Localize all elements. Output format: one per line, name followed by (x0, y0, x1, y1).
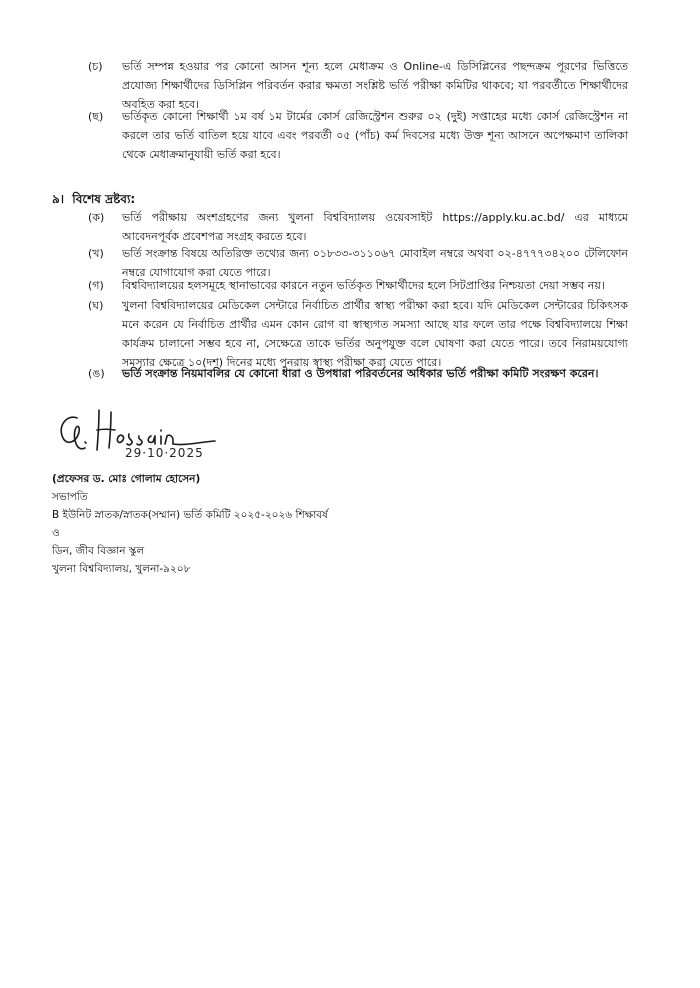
note-text: ভর্তি সংক্রান্ত নিয়মাবলির যে কোনো ধারা ও উপধারা পরিবর্তনের অধিকার ভর্তি পরীক্ষা কমিটি সংরক্ষণ করেন। (122, 367, 599, 380)
note-marker: (ক) (88, 211, 105, 224)
signatory-name: (প্রফেসর ড. মোঃ গোলাম হোসেন) (52, 473, 201, 485)
note-gha (88, 296, 628, 372)
signatory-dean: ডিন, জীব বিজ্ঞান স্কুল (52, 545, 145, 557)
clause-text: ভর্তিকৃত কোনো শিক্ষার্থী ১ম বর্ষ ১ম টার্মের কোর্স রেজিস্ট্রেশন শুরুর ০২ (দুই) সপ্তাহের মধ্যে কোর্স রেজিস্ট্রেশন না করলে তার ভর্তি বাতিল হয়ে যাবে এবং পরবর্তী ০৫ (পাঁচ) কর্ম দিবসের মধ্যে উক্ত শূন্য আসনে অপেক্ষমাণ তালিকা থেকে মেধাক্রমানুযায়ী ভর্তি করা হবে। (122, 110, 628, 161)
note-text: ভর্তি সংক্রান্ত বিষয়ে অতিরিক্ত তথ্যের জন্য ০১৮৩৩-৩১১০৬৭ মোবাইল নম্বরে অথবা ০২-৪৭৭৭৩৪২০০ টেলিফোন নম্বরে যোগাযোগ করা যেতে পারে। (122, 247, 628, 279)
section-number: ৯। (52, 192, 65, 206)
signatory-title: সভাপতি (52, 491, 88, 503)
note-marker: (গ) (88, 279, 104, 292)
section-heading (52, 190, 139, 209)
note-text: বিশ্ববিদ্যালয়ের হলসমূহে স্থানাভাবের কারনে নতুন ভর্তিকৃত শিক্ষার্থীদের হলে সিটপ্রাপ্তির নিশ্চয়তা দেয়া সম্ভব নয়। (122, 279, 605, 292)
note-marker: (খ) (88, 247, 104, 260)
note-marker: (ঘ) (88, 299, 104, 312)
signatory-university: খুলনা বিশ্ববিদ্যালয়, খুলনা-৯২০৮ (52, 563, 191, 575)
note-text: ভর্তি পরীক্ষায় অংশগ্রহণের জন্য খুলনা বিশ্ববিদ্যালয় ওয়েবসাইট https://apply.ku.ac.bd/ এর মাধ্যমে আবেদনপূর্বক প্রবেশপত্র সংগ্রহ করতে হবে। (122, 211, 628, 243)
clause-chha (88, 107, 628, 164)
note-marker: (ঙ) (88, 367, 105, 380)
clause-marker: (চ) (88, 60, 103, 73)
clause-marker: (ছ) (88, 110, 104, 123)
note-ka (88, 208, 628, 246)
note-umo (88, 364, 628, 383)
signature-date: 29·10·2025 (125, 446, 204, 460)
clause-cha (88, 57, 628, 114)
signatory-committee: B ইউনিট স্নাতক/স্নাতক(সম্মান) ভর্তি কমিটি ২০২৫-২০২৬ শিক্ষাবর্ষ (52, 509, 328, 521)
note-text: খুলনা বিশ্ববিদ্যালয়ের মেডিকেল সেন্টারে নির্বাচিত প্রার্থীর স্বাস্থ্য পরীক্ষা করা হবে। যদি মেডিকেল সেন্টারের চিকিৎসক মনে করেন যে নির্বাচিত প্রার্থীর এমন কোন রোগ বা স্বাস্থ্যগত সমস্যা আছে যার ফলে তার পক্ষে বিশ্ববিদ্যালয়ে শিক্ষা কার্যক্রম চালানো সম্ভব হবে না, সেক্ষেত্রে তাকে ভর্তির অনুপযুক্ত বলে ঘোষণা করা যেতে পারে। তবে নিরাময়যোগ্য সমস্যার ক্ষেত্রে ১০(দশ) দিনের মধ্যে পুনরায় স্বাস্থ্য পরীক্ষা করা যেতে পারে। (122, 299, 628, 369)
clause-text: ভর্তি সম্পন্ন হওয়ার পর কোনো আসন শূন্য হলে মেধাক্রম ও Online-এ ডিসিপ্লিনের পছন্দক্রম পূরণের ভিত্তিতে প্রযোজ্য শিক্ষার্থীদের ডিসিপ্লিন পরিবর্তন করার ক্ষমতা সংশ্লিষ্ট ভর্তি পরীক্ষা কমিটির থাকবে; যা পরবর্তীতে শিক্ষার্থীদের অবহিত করা হবে। (122, 60, 628, 111)
signatory-conjunction: ও (52, 527, 60, 539)
signatory-block (52, 470, 328, 578)
section-title: বিশেষ দ্রষ্টব্য: (72, 192, 136, 206)
note-ga (88, 276, 628, 295)
